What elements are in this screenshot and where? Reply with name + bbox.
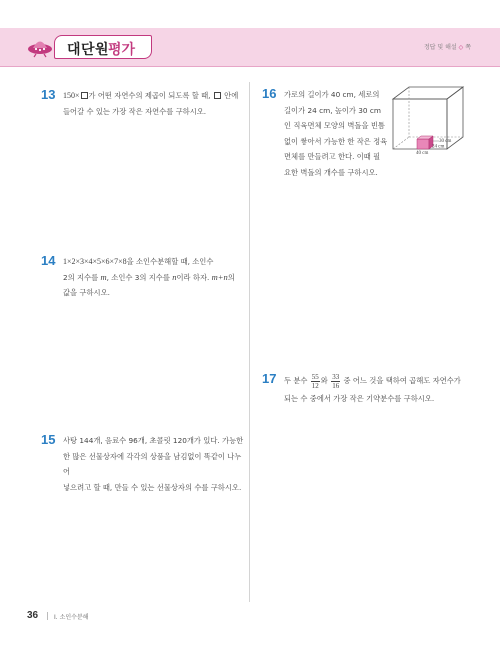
cube-top-face xyxy=(393,87,463,99)
fraction-1: $\frac{55}{12}$ xyxy=(311,372,319,390)
label-width: 40 cm xyxy=(416,151,429,155)
problem-number: 16 xyxy=(262,86,277,101)
problem-number: 14 xyxy=(41,253,56,268)
blank-box-icon xyxy=(214,92,221,99)
problem-number: 13 xyxy=(41,87,56,102)
label-height: 30 cm xyxy=(439,139,452,144)
problem-text: 가로의 길이가 40 cm, 세로의 길이가 24 cm, 높이가 30 cm 인 직육면체 모양의 벽돌을 빈틈 없이 쌓아서 가능한 한 작은 정육 면체를 만들려고 한다. 이때 필 요한 벽돌의 개수를 구하시오. xyxy=(284,90,388,177)
problem-text: 1×2×3×4×5×6×7×8을 소인수분해할 때, 소인수 2의 지수를 m, 소인수 3의 지수를 n이라 하자. m+n의 값을 구하시오. xyxy=(63,257,235,297)
problem-text: 150× 가 어떤 자연수의 제곱이 되도록 할 때, 안에 들어갈 수 있는 가장 작은 자연수를 구하시오. xyxy=(63,91,239,116)
section-title-badge xyxy=(54,35,152,59)
section-title: 대단원 xyxy=(67,42,110,58)
answer-reference: 정답 및 해설 ◇ 쪽 xyxy=(423,44,471,51)
page-number: 36 xyxy=(27,610,39,621)
fraction-2: $\frac{33}{16}$ xyxy=(332,372,340,390)
problem-text: 사탕 144개, 음료수 96개, 초콜릿 120개가 있다. 가능한 한 많은 선물상자에 각각의 상품을 남김없이 똑같이 나누어 넣으려고 할 때, 만들 수 있는 선물상자의 수를 구하시오. xyxy=(63,436,244,492)
problem-text: 두 분수 $\frac{55}{12}$ 와 $\frac{33}{16}$ 중 어느 것을 택하여 곱해도 자연수가 되는 수 중에서 가장 작은 기약분수를 구하시오. xyxy=(284,372,461,403)
ufo-logo-icon xyxy=(27,36,53,58)
cube-figure xyxy=(389,83,469,155)
section-subtitle: 평가 xyxy=(108,42,136,58)
section-name: I. 소인수분해 xyxy=(54,614,89,621)
header-divider xyxy=(0,66,500,67)
circle-arrow-icon: ◇ xyxy=(458,44,464,51)
problem-number: 17 xyxy=(262,371,277,386)
column-divider xyxy=(249,82,250,602)
brick-front-face xyxy=(417,139,429,149)
blank-box-icon xyxy=(81,92,88,99)
footer-divider xyxy=(47,612,48,620)
problem-number: 15 xyxy=(41,432,56,447)
label-depth: 24 cm xyxy=(432,144,445,150)
